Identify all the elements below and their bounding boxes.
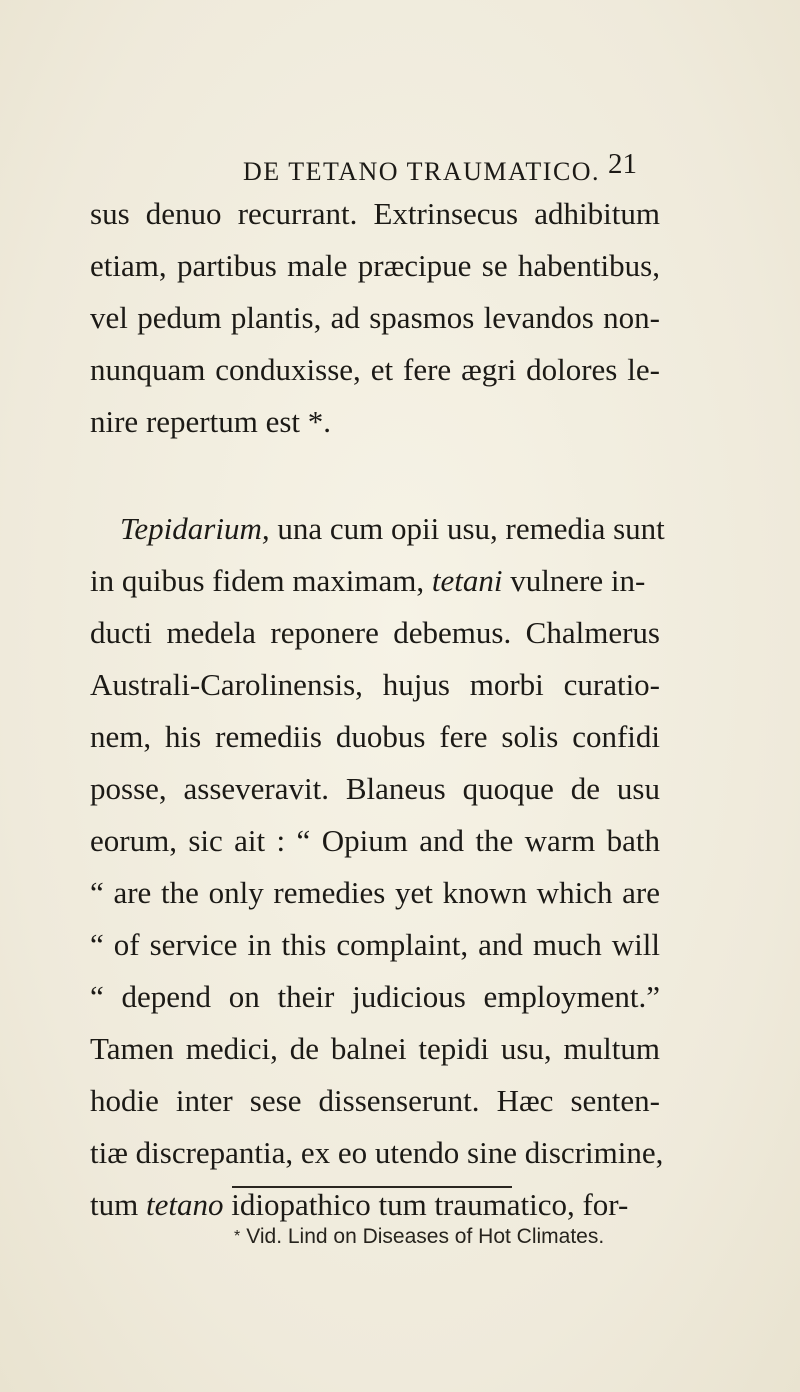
text-line: “ are the only remedies yet known which are — [90, 875, 660, 910]
text-line: nunquam conduxisse, et fere ægri dolores le- — [90, 352, 660, 387]
text-fragment: idiopathico tum traumatico, for- — [223, 1187, 629, 1222]
text-line: etiam, partibus male præcipue se habentibus, — [90, 248, 660, 283]
text-line — [90, 503, 665, 555]
text-line: sus denuo recurrant. Extrinsecus adhibitum — [90, 196, 660, 231]
text-line: Australi-Carolinensis, hujus morbi curatio- — [90, 667, 660, 702]
italic-term: Tepidarium, — [120, 511, 270, 546]
paragraph-break — [90, 448, 660, 503]
footnote-mark: * — [234, 1228, 241, 1245]
body-text — [90, 188, 665, 1231]
text-line: hodie inter sese dissenserunt. Hæc senten- — [90, 1083, 660, 1118]
text-line — [90, 555, 660, 607]
italic-term: tetano — [145, 1187, 224, 1222]
text-line: posse, asseveravit. Blaneus quoque de usu — [90, 771, 660, 806]
text-fragment: una cum opii usu, remedia sunt — [269, 511, 665, 546]
running-head — [0, 148, 800, 192]
text-fragment: in quibus fidem maximam, — [90, 563, 432, 598]
running-head-title: DE TETANO TRAUMATICO. — [243, 157, 601, 186]
page-number: 21 — [608, 148, 637, 180]
footnote — [234, 1223, 604, 1251]
text-line: Tamen medici, de balnei tepidi usu, multum — [90, 1031, 660, 1066]
footnote-text: Vid. Lind on Diseases of Hot Climates. — [246, 1225, 605, 1248]
text-line: tiæ discrepantia, ex eo utendo sine discrimine, — [90, 1135, 664, 1170]
text-line: vel pedum plantis, ad spasmos levandos non- — [90, 300, 660, 335]
text-line: eorum, sic ait : “ Opium and the warm bath — [90, 823, 660, 858]
footnote-rule — [232, 1186, 512, 1188]
text-line: nire repertum est *. — [90, 404, 332, 439]
text-fragment: tum — [90, 1187, 146, 1222]
text-line: “ of service in this complaint, and much will — [90, 927, 660, 962]
italic-term: tetani — [431, 563, 503, 598]
text-fragment: vulnere in- — [502, 563, 646, 598]
text-line: nem, his remediis duobus fere solis confidi — [90, 719, 660, 754]
text-line: ducti medela reponere debemus. Chalmerus — [90, 615, 660, 650]
text-line: “ depend on their judicious employment.” — [90, 979, 660, 1014]
